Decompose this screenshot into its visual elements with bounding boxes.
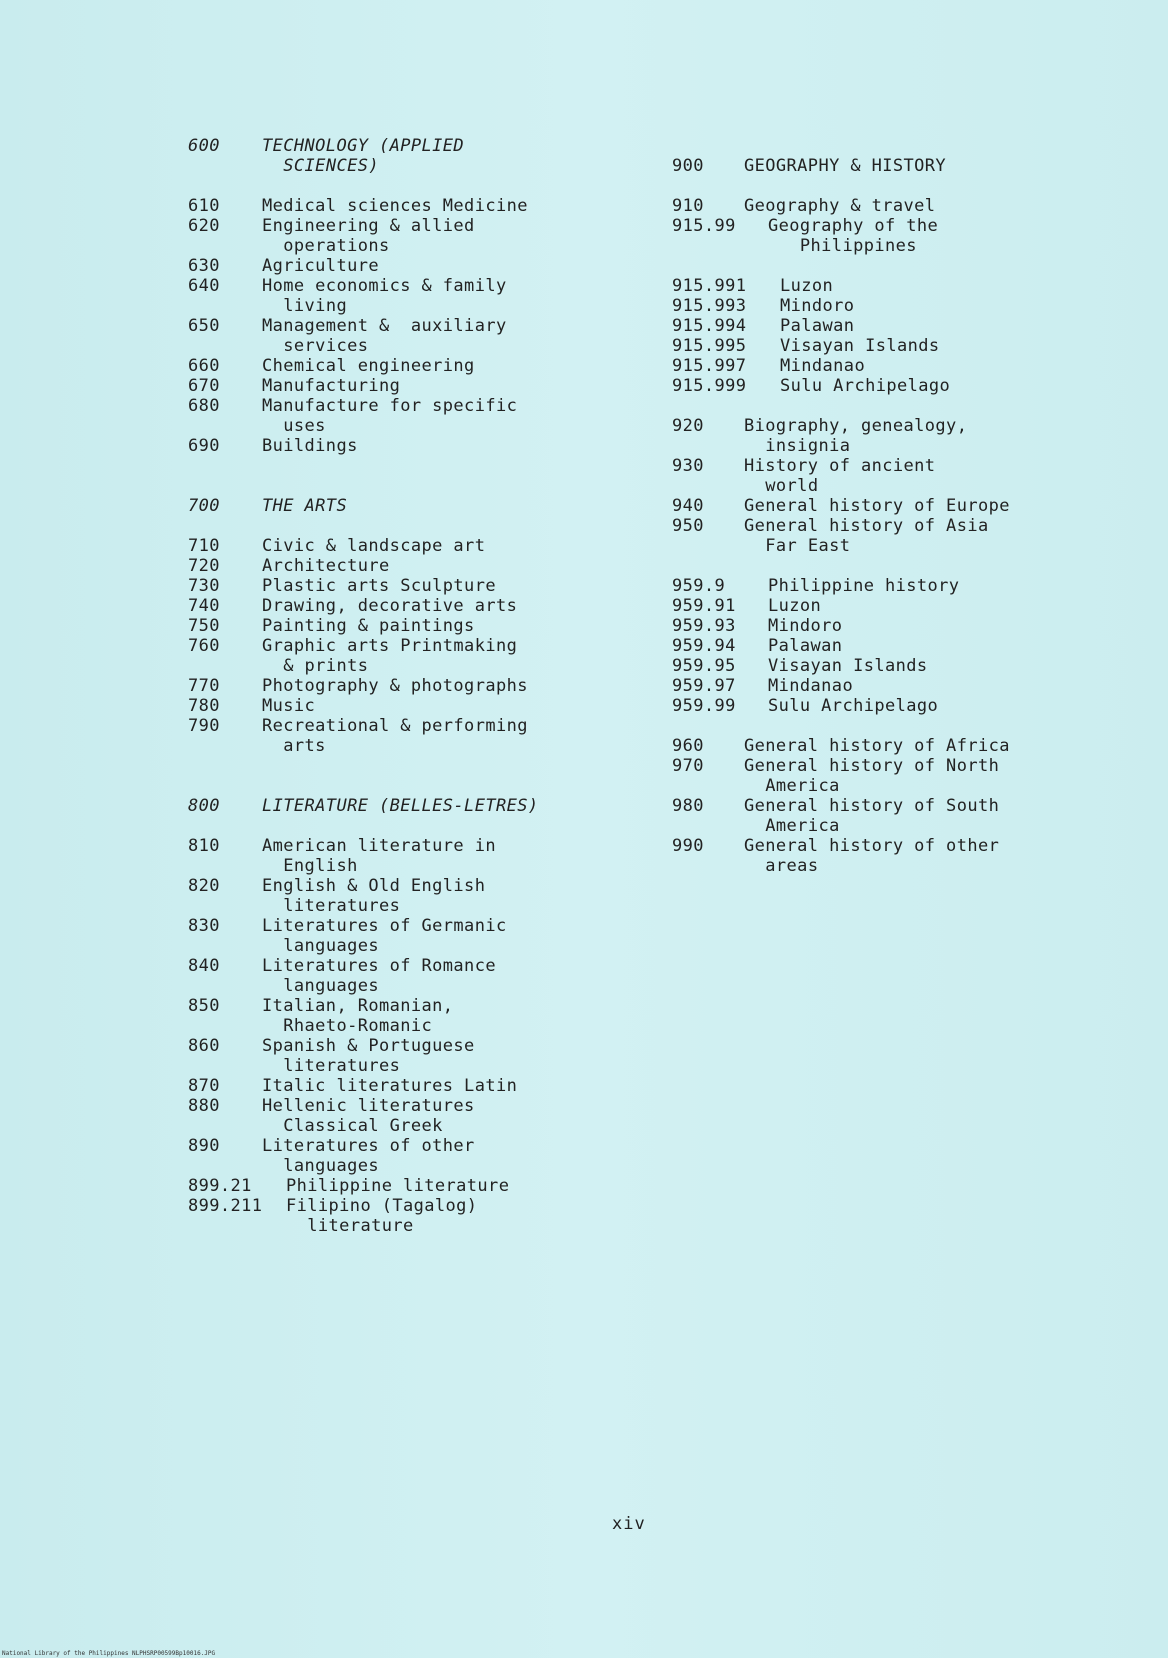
- class-entry: [188, 1136, 588, 1176]
- class-entry: [188, 216, 588, 256]
- right-column: [672, 136, 1072, 876]
- class-number: 700: [188, 496, 220, 516]
- class-label: Mindoro: [780, 296, 855, 316]
- class-label: Geography & travel: [744, 196, 936, 216]
- class-label: General history of South America: [744, 796, 1000, 836]
- class-number: 870: [188, 1076, 220, 1096]
- class-number: 690: [188, 436, 220, 456]
- class-label: Visayan Islands: [768, 656, 928, 676]
- class-entry: [672, 316, 1072, 336]
- class-entry: [672, 656, 1072, 676]
- class-label: General history of Asia Far East: [744, 516, 989, 556]
- class-label: Palawan: [780, 316, 855, 336]
- class-label: Home economics & family living: [262, 276, 507, 316]
- class-label: Italian, Romanian, Rhaeto-Romanic: [262, 996, 454, 1036]
- class-label: GEOGRAPHY & HISTORY: [744, 156, 947, 176]
- class-number: 640: [188, 276, 220, 296]
- class-entry: [188, 576, 588, 596]
- class-entry: [188, 536, 588, 556]
- class-number: 740: [188, 596, 220, 616]
- class-label: Luzon: [768, 596, 822, 616]
- class-entry: [672, 696, 1072, 716]
- class-entry: [672, 616, 1072, 636]
- class-entry: [672, 576, 1072, 596]
- class-label: General history of Africa: [744, 736, 1010, 756]
- left-column: [188, 136, 588, 1236]
- class-label: THE ARTS: [262, 496, 348, 516]
- class-label: Mindoro: [768, 616, 843, 636]
- class-entry: [188, 376, 588, 396]
- class-number: 850: [188, 996, 220, 1016]
- class-label: Literatures of other languages: [262, 1136, 475, 1176]
- class-entry: [188, 1076, 588, 1096]
- class-number: 950: [672, 516, 704, 536]
- class-number: 959.99: [672, 696, 736, 716]
- class-number: 770: [188, 676, 220, 696]
- class-entry: [188, 1036, 588, 1076]
- class-entry: [672, 516, 1072, 556]
- class-label: Engineering & allied operations: [262, 216, 475, 256]
- class-number: 630: [188, 256, 220, 276]
- class-entry: [188, 636, 588, 676]
- class-entry: [672, 736, 1072, 756]
- class-label: Manufacturing: [262, 376, 401, 396]
- class-entry: [188, 696, 588, 716]
- class-entry: [188, 556, 588, 576]
- class-entry: [188, 256, 588, 276]
- spacer: [188, 516, 588, 536]
- class-label: Music: [262, 696, 316, 716]
- spacer: [672, 136, 1072, 156]
- class-number: 920: [672, 416, 704, 436]
- class-number: 959.94: [672, 636, 736, 656]
- class-label: Biography, genealogy, insignia: [744, 416, 968, 456]
- class-entry: [672, 156, 1072, 176]
- class-label: Agriculture: [262, 256, 379, 276]
- class-entry: [188, 836, 588, 876]
- spacer: [188, 816, 588, 836]
- class-number: 915.991: [672, 276, 747, 296]
- class-entry: [188, 1176, 588, 1196]
- class-entry: [188, 316, 588, 356]
- class-label: Architecture: [262, 556, 390, 576]
- class-label: Graphic arts Printmaking & prints: [262, 636, 518, 676]
- class-number: 940: [672, 496, 704, 516]
- class-label: Painting & paintings: [262, 616, 475, 636]
- class-entry: [672, 756, 1072, 796]
- class-number: 810: [188, 836, 220, 856]
- class-entry: [672, 596, 1072, 616]
- class-label: Drawing, decorative arts: [262, 596, 518, 616]
- class-entry: [672, 356, 1072, 376]
- class-number: 980: [672, 796, 704, 816]
- class-label: Palawan: [768, 636, 843, 656]
- class-number: 915.997: [672, 356, 747, 376]
- class-label: General history of other areas: [744, 836, 1000, 876]
- class-label: Visayan Islands: [780, 336, 940, 356]
- spacer: [188, 776, 588, 796]
- class-number: 970: [672, 756, 704, 776]
- class-label: Sulu Archipelago: [780, 376, 951, 396]
- class-entry: [188, 356, 588, 376]
- scan-credit: National Library of the Philippines NLPHSRP00599Bp10016.JPG: [2, 1650, 216, 1657]
- class-entry: [188, 676, 588, 696]
- class-entry: [672, 216, 1072, 256]
- class-entry: [672, 416, 1072, 456]
- class-number: 915.995: [672, 336, 747, 356]
- class-number: 720: [188, 556, 220, 576]
- class-entry: [672, 276, 1072, 296]
- class-entry: [188, 1196, 588, 1236]
- class-number: 800: [188, 796, 220, 816]
- spacer: [672, 396, 1072, 416]
- class-label: Chemical engineering: [262, 356, 475, 376]
- class-number: 750: [188, 616, 220, 636]
- class-number: 790: [188, 716, 220, 736]
- class-number: 990: [672, 836, 704, 856]
- class-entry: [188, 916, 588, 956]
- class-label: Literatures of Romance languages: [262, 956, 496, 996]
- class-number: 959.91: [672, 596, 736, 616]
- class-label: Philippine history: [768, 576, 960, 596]
- class-number: 915.99: [672, 216, 736, 236]
- class-label: American literature in English: [262, 836, 496, 876]
- class-label: Plastic arts Sculpture: [262, 576, 496, 596]
- class-number: 650: [188, 316, 220, 336]
- class-label: Filipino (Tagalog) literature: [286, 1196, 478, 1236]
- class-label: Sulu Archipelago: [768, 696, 939, 716]
- class-entry: [672, 196, 1072, 216]
- class-number: 600: [188, 136, 220, 156]
- class-number: 915.993: [672, 296, 747, 316]
- class-number: 900: [672, 156, 704, 176]
- class-label: Civic & landscape art: [262, 536, 486, 556]
- class-label: Recreational & performing arts: [262, 716, 528, 756]
- class-label: Italic literatures Latin: [262, 1076, 518, 1096]
- class-number: 960: [672, 736, 704, 756]
- class-entry: [188, 956, 588, 996]
- class-number: 840: [188, 956, 220, 976]
- class-entry: [672, 296, 1072, 316]
- class-number: 610: [188, 196, 220, 216]
- class-label: Management & auxiliary services: [262, 316, 507, 356]
- class-number: 620: [188, 216, 220, 236]
- class-label: General history of Europe: [744, 496, 1010, 516]
- class-entry: [672, 496, 1072, 516]
- class-number: 915.999: [672, 376, 747, 396]
- class-label: Mindanao: [768, 676, 854, 696]
- page-number: xiv: [612, 1514, 646, 1534]
- class-number: 890: [188, 1136, 220, 1156]
- class-label: TECHNOLOGY (APPLIED SCIENCES): [262, 136, 465, 176]
- class-number: 860: [188, 1036, 220, 1056]
- class-entry: [188, 596, 588, 616]
- class-number: 730: [188, 576, 220, 596]
- class-entry: [672, 376, 1072, 396]
- class-heading: [188, 136, 588, 176]
- class-number: 959.93: [672, 616, 736, 636]
- class-entry: [188, 876, 588, 916]
- class-heading: [188, 496, 588, 516]
- class-entry: [188, 716, 588, 756]
- class-label: General history of North America: [744, 756, 1000, 796]
- class-number: 899.21: [188, 1176, 252, 1196]
- class-number: 760: [188, 636, 220, 656]
- class-label: Manufacture for specific uses: [262, 396, 518, 436]
- class-label: Mindanao: [780, 356, 866, 376]
- class-number: 910: [672, 196, 704, 216]
- class-label: LITERATURE (BELLES-LETRES): [262, 796, 539, 816]
- class-number: 959.97: [672, 676, 736, 696]
- class-number: 680: [188, 396, 220, 416]
- class-number: 915.994: [672, 316, 747, 336]
- class-entry: [672, 636, 1072, 656]
- class-number: 959.95: [672, 656, 736, 676]
- class-label: Geography of the Philippines: [768, 216, 939, 256]
- spacer: [672, 176, 1072, 196]
- class-label: Luzon: [780, 276, 834, 296]
- spacer: [188, 176, 588, 196]
- class-entry: [672, 836, 1072, 876]
- class-number: 959.9: [672, 576, 726, 596]
- class-entry: [188, 436, 588, 456]
- spacer: [188, 756, 588, 776]
- class-entry: [188, 616, 588, 636]
- class-number: 880: [188, 1096, 220, 1116]
- class-entry: [672, 676, 1072, 696]
- spacer: [672, 556, 1072, 576]
- class-number: 710: [188, 536, 220, 556]
- class-entry: [672, 456, 1072, 496]
- class-entry: [188, 276, 588, 316]
- class-label: Literatures of Germanic languages: [262, 916, 507, 956]
- class-label: Spanish & Portuguese literatures: [262, 1036, 475, 1076]
- class-label: Buildings: [262, 436, 358, 456]
- class-label: Medical sciences Medicine: [262, 196, 528, 216]
- spacer: [672, 716, 1072, 736]
- class-entry: [672, 336, 1072, 356]
- spacer: [188, 456, 588, 476]
- class-entry: [672, 796, 1072, 836]
- class-label: Photography & photographs: [262, 676, 528, 696]
- spacer: [188, 476, 588, 496]
- class-number: 660: [188, 356, 220, 376]
- class-label: History of ancient world: [744, 456, 936, 496]
- class-label: Hellenic literatures Classical Greek: [262, 1096, 475, 1136]
- class-label: Philippine literature: [286, 1176, 510, 1196]
- class-entry: [188, 1096, 588, 1136]
- class-number: 780: [188, 696, 220, 716]
- class-entry: [188, 396, 588, 436]
- class-heading: [188, 796, 588, 816]
- class-number: 670: [188, 376, 220, 396]
- class-number: 930: [672, 456, 704, 476]
- class-number: 899.211: [188, 1196, 263, 1216]
- class-entry: [188, 996, 588, 1036]
- spacer: [672, 256, 1072, 276]
- class-number: 820: [188, 876, 220, 896]
- class-label: English & Old English literatures: [262, 876, 486, 916]
- class-number: 830: [188, 916, 220, 936]
- class-entry: [188, 196, 588, 216]
